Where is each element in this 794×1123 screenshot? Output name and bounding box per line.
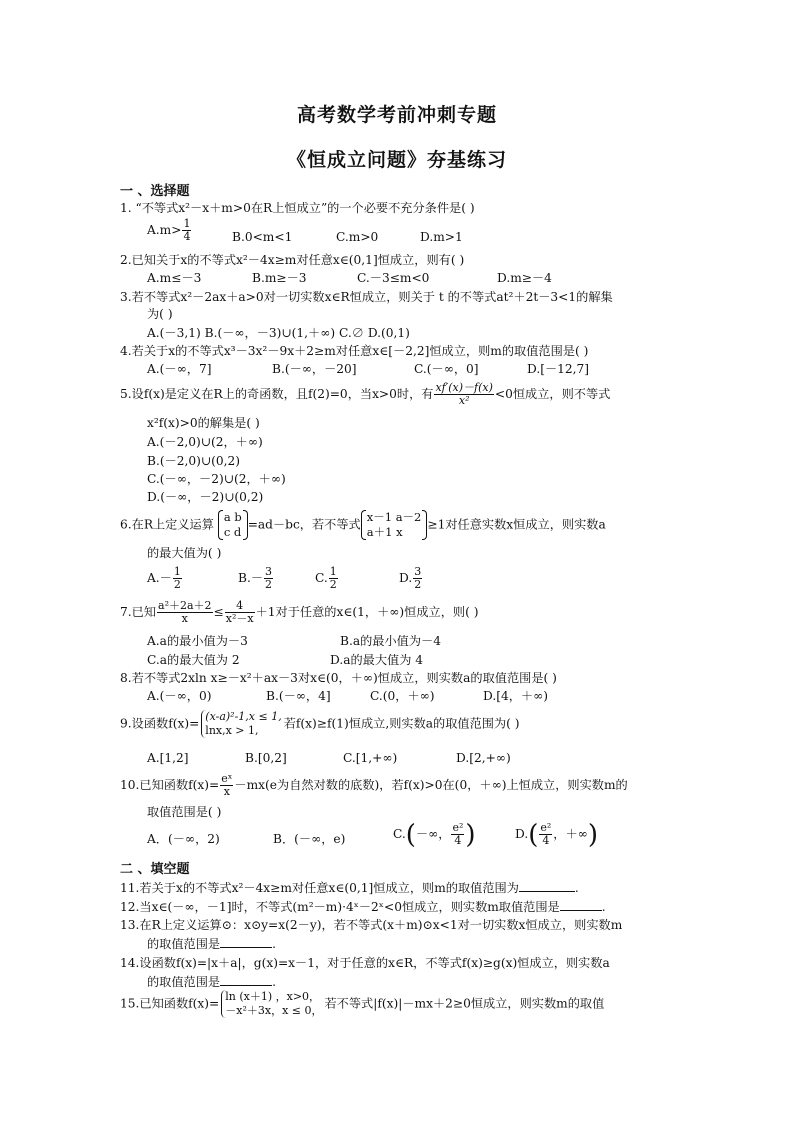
q4-option-a: A.(－∞，7] xyxy=(147,362,212,376)
q7-option-a: A.a的最小值为－3 xyxy=(147,634,248,648)
q9-option-a: A.[1,2] xyxy=(147,751,189,765)
answer-blank xyxy=(220,935,272,948)
question-4: 4.若关于x的不等式x³－3x²－9x＋2≥m对任意x∈[－2,2]恒成立，则m的取值范围是( ) xyxy=(120,344,589,358)
question-1: 1. “不等式x²－x＋m>0在R上恒成立”的一个必要不充分条件是( ) xyxy=(120,201,475,215)
question-14: 14.设函数f(x)=|x＋a|，g(x)=x－1，对于任意的x∈R，不等式f(x)≥g(x)恒成立，则实数a xyxy=(120,956,610,970)
q4-option-d: D.[－12,7] xyxy=(527,362,590,376)
q9-option-b: B.[0,2] xyxy=(245,751,287,765)
q2-option-a: A.m≤－3 xyxy=(147,271,202,285)
matrix-definition: a b c d xyxy=(218,510,248,540)
q8-option-a: A.(－∞，0) xyxy=(147,689,212,703)
question-13: 13.在R上定义运算⊙：x⊙y=x(2－y)，若不等式(x＋m)⊙x<1对一切实数x恒成立，则实数m xyxy=(120,918,623,932)
section-heading-fill: 二 、填空题 xyxy=(120,862,190,877)
q6-option-c: C. $\frac{1}{2}$ xyxy=(315,565,337,591)
question-10-cont: 取值范围是( ) xyxy=(147,805,222,819)
piecewise-brace: (x-a)²-1,x ≤ 1, lnx,x > 1, xyxy=(201,710,281,738)
q8-option-d: D.[4，＋∞) xyxy=(483,689,549,703)
q1-option-b: B.0<m<1 xyxy=(232,230,293,244)
page-title: 高考数学考前冲刺专题 xyxy=(296,104,497,126)
question-6: 6.在R上定义运算 a b c d =ad－bc，若不等式 x－1 a－2 a＋1 x ≥1对任意实数x恒成立，则实数a xyxy=(120,510,606,539)
question-13-cont: 的取值范围是 . xyxy=(147,937,276,951)
section-heading-choice: 一 、选择题 xyxy=(120,184,190,199)
q9-option-d: D.[2,+∞) xyxy=(456,751,511,765)
q1-option-d: D.m>1 xyxy=(420,230,463,244)
answer-blank xyxy=(220,973,272,986)
question-9: 9.设函数f(x)= (x-a)²-1,x ≤ 1, lnx,x > 1, 若f(x)≥f(1)恒成立,则实数a的取值范围为( ) xyxy=(120,710,520,737)
q5-option-a: A.(－2,0)∪(2，＋∞) xyxy=(147,435,263,449)
q6-option-d: D. $\frac{3}{2}$ xyxy=(399,565,422,591)
q1-option-c: C.m>0 xyxy=(336,230,379,244)
q7-option-b: B.a的最小值为－4 xyxy=(340,634,441,648)
question-2: 2.已知关于x的不等式x²－4x≥m对任意x∈(0,1]恒成立，则有( ) xyxy=(120,253,465,267)
q7-option-d: D.a的最大值为 4 xyxy=(330,653,424,667)
q1-option-a: A.m> $\frac{1}{4}$ xyxy=(147,217,191,243)
q8-option-c: C.(0，＋∞) xyxy=(370,689,435,703)
q8-option-b: B.(－∞，4] xyxy=(266,689,331,703)
q10-option-c: C.(－∞， $\frac{\text{e²}}{4}$ ) xyxy=(393,819,476,850)
q7-option-c: C.a的最大值为 2 xyxy=(147,653,240,667)
q10-option-a: A．(－∞，2) xyxy=(147,832,220,846)
question-8: 8.若不等式2xln x≥－x²＋ax－3对x∈(0，＋∞)恒成立，则实数a的取值范围是( ) xyxy=(120,671,557,685)
q2-option-c: C.－3≤m<0 xyxy=(357,271,430,285)
answer-blank xyxy=(560,898,602,911)
question-11: 11.若关于x的不等式x²－4x≥m对任意x∈(0,1]恒成立，则m的取值范围为 . xyxy=(120,881,579,895)
q5-option-c: C.(－∞，－2)∪(2，＋∞) xyxy=(147,472,286,486)
question-5: 5.设f(x)是定义在R上的奇函数，且f(2)=0，当x>0时，有 $\frac{xf'(x)-f(x)}{\text{x²}}$ <0恒成立，则不等式 xyxy=(120,381,611,407)
q3-options: A.(－3,1) B.(－∞，－3)∪(1,＋∞) C.∅ D.(0,1) xyxy=(147,326,410,340)
q4-option-c: C.(－∞，0] xyxy=(414,362,479,376)
q10-option-b: B．(－∞，e) xyxy=(273,832,346,846)
question-14-cont: 的取值范围是 . xyxy=(147,975,276,989)
q6-option-a: A.－ $\frac{1}{2}$ xyxy=(147,565,181,591)
question-3-cont: 为( ) xyxy=(147,307,173,321)
q2-option-d: D.m≥－4 xyxy=(497,271,552,285)
q5-option-b: B.(－2,0)∪(0,2) xyxy=(147,454,241,468)
question-10: 10.已知函数f(x)= $\frac{\text{eˣ}}{x}$ －mx(e为自然对数的底数)，若f(x)>0在(0，＋∞)上恒成立，则实数m的 xyxy=(120,772,628,798)
q4-option-b: B.(－∞，－20] xyxy=(272,362,357,376)
q9-option-c: C.[1,+∞) xyxy=(343,751,398,765)
q6-option-b: B.－ $\frac{3}{2}$ xyxy=(238,565,273,591)
question-12: 12.当x∈(－∞，－1]时，不等式(m²－m)·4ˣ－2ˣ<0恒成立，则实数m取值范围是 . xyxy=(120,900,606,914)
matrix-inequality: x－1 a－2 a＋1 x xyxy=(361,510,428,540)
question-3: 3.若不等式x²－2ax＋a>0对一切实数x∈R恒成立，则关于 t 的不等式at²＋2t－3<1的解集 xyxy=(120,290,613,304)
answer-blank xyxy=(519,879,575,892)
piecewise-brace: ln (x＋1) ，x>0， －x²＋3x，x ≤ 0， xyxy=(221,990,322,1018)
question-7: 7.已知 $\frac{\text{a²＋2a＋2}}{x}$ ≤ $\frac{4}{\text{x²－x}}$ ＋1对于任意的x∈(1，＋∞)恒成立，则( ) xyxy=(120,599,479,625)
question-5-cont: x²f(x)>0的解集是( ) xyxy=(147,416,260,430)
question-15: 15.已知函数f(x)= ln (x＋1) ，x>0， －x²＋3x，x ≤ 0， 若不等式|f(x)|－mx＋2≥0恒成立，则实数m的取值 xyxy=(120,990,605,1017)
page-subtitle: 《恒成立问题》夯基练习 xyxy=(286,149,507,171)
q5-option-d: D.(－∞，－2)∪(0,2) xyxy=(147,490,264,504)
q2-option-b: B.m≥－3 xyxy=(252,271,307,285)
q10-option-d: D.( $\frac{\text{e²}}{4}$ ，＋∞) xyxy=(515,819,598,850)
question-6-cont: 的最大值为( ) xyxy=(147,546,222,560)
